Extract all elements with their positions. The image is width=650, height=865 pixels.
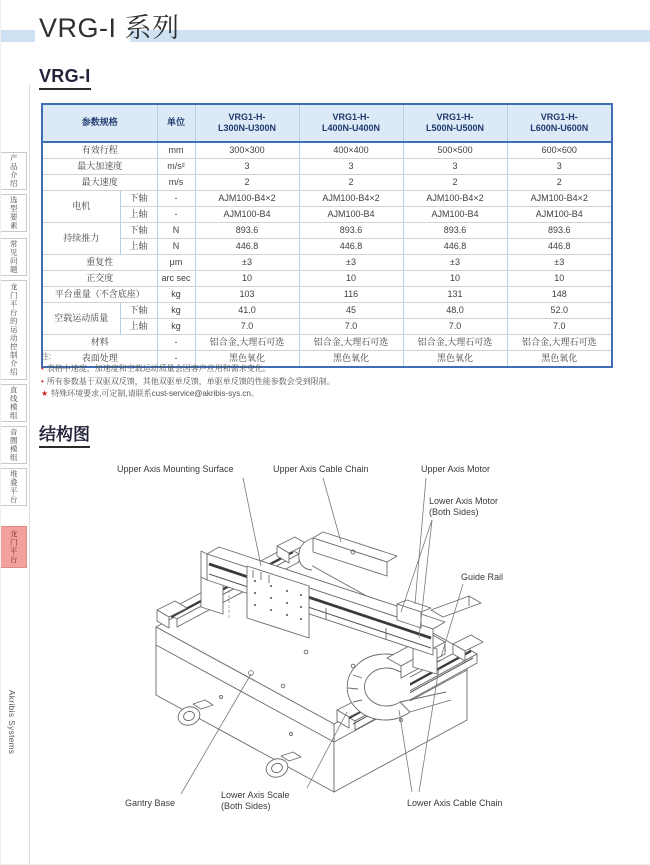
label-gantry-base: Gantry Base: [125, 798, 176, 808]
model-line1: VRG1-H-: [436, 111, 474, 122]
spec-value: 2: [507, 175, 612, 191]
spec-unit: kg: [157, 287, 195, 303]
spec-value: 148: [507, 287, 612, 303]
table-notes: [41, 351, 335, 401]
spec-value: 446.8: [403, 239, 507, 255]
label-upper-axis-motor: Upper Axis Motor: [421, 464, 491, 474]
spec-value: ±3: [403, 255, 507, 271]
sidebar-tab-label: 龙门平台的运动控制介绍: [9, 283, 19, 377]
spec-label: 最大加速度: [42, 159, 157, 175]
spec-label: 电机: [42, 191, 120, 223]
sidebar-tab-stacked-stage[interactable]: [0, 468, 27, 506]
spec-value: 3: [507, 159, 612, 175]
sidebar-tab-faq[interactable]: [0, 238, 27, 276]
spec-sublabel: 上轴: [120, 319, 157, 335]
spec-label: 重复性: [42, 255, 157, 271]
spec-value: ±3: [195, 255, 299, 271]
spec-unit: -: [157, 191, 195, 207]
spec-unit: kg: [157, 303, 195, 319]
spec-label: 最大速度: [42, 175, 157, 191]
spec-value: 446.8: [195, 239, 299, 255]
spec-unit: m/s: [157, 175, 195, 191]
spec-value: AJM100-B4: [195, 207, 299, 223]
sidebar-tab-label: 龙门平台: [9, 530, 19, 564]
spec-value: 黑色氧化: [299, 351, 403, 368]
table-row: [42, 319, 612, 335]
sidebar-tab-label: 产品介绍: [9, 154, 19, 188]
spec-value: ±3: [507, 255, 612, 271]
spec-value: 铝合金,大理石可选: [403, 335, 507, 351]
model-line1: VRG1-H-: [332, 111, 370, 122]
spec-value: 黑色氧化: [507, 351, 612, 368]
header-model: [403, 104, 507, 142]
table-row: [42, 191, 612, 207]
spec-value: 铝合金,大理石可选: [507, 335, 612, 351]
label-guide-rail: Guide Rail: [461, 572, 504, 582]
spec-label: 平台重量（不含底座）: [42, 287, 157, 303]
spec-label: 表面处理: [42, 351, 157, 368]
sidebar-tab-product-intro[interactable]: [0, 152, 27, 190]
header-model: [195, 104, 299, 142]
spec-unit: kg: [157, 319, 195, 335]
model-line1: VRG1-H-: [540, 111, 578, 122]
spec-value: 黑色氧化: [403, 351, 507, 368]
spec-value: 10: [195, 271, 299, 287]
sidebar-tab-label: 选型要素: [9, 196, 19, 230]
sidebar-tab-label: 常见问题: [9, 240, 19, 274]
note-line: [41, 376, 335, 388]
spec-value: 446.8: [299, 239, 403, 255]
spec-label: 空载运动质量: [42, 303, 120, 335]
table-row: [42, 223, 612, 239]
model-line2: L500N-U500N: [426, 123, 485, 133]
sidebar-tab-linear-module[interactable]: [0, 384, 27, 422]
spec-value: AJM100-B4×2: [299, 191, 403, 207]
spec-value: 3: [195, 159, 299, 175]
spec-sublabel: 下轴: [120, 223, 157, 239]
spec-unit: N: [157, 239, 195, 255]
spec-value: AJM100-B4×2: [507, 191, 612, 207]
header-unit: 单位: [157, 104, 195, 142]
title-accent-bar-right: [130, 30, 650, 42]
spec-value: 131: [403, 287, 507, 303]
sidebar-tab-label: 堆叠平台: [9, 470, 19, 504]
spec-value: 116: [299, 287, 403, 303]
note-line: [41, 388, 335, 400]
label-line: (Both Sides): [221, 801, 271, 812]
note-bullet-icon: •: [41, 376, 44, 386]
notes-title: 注:: [41, 352, 52, 361]
label-line: (Both Sides): [429, 507, 479, 518]
note-star-icon: ★: [41, 389, 49, 399]
spec-value: 52.0: [507, 303, 612, 319]
model-line2: L300N-U300N: [218, 123, 277, 133]
model-line1: VRG1-H-: [228, 111, 266, 122]
spec-value: AJM100-B4×2: [195, 191, 299, 207]
spec-sublabel: 下轴: [120, 303, 157, 319]
sidebar-tab-gantry-stage[interactable]: [0, 526, 27, 568]
spec-value: 400×400: [299, 142, 403, 159]
spec-value: AJM100-B4: [299, 207, 403, 223]
sidebar-tab-motion-control[interactable]: [0, 280, 27, 380]
spec-label: 有效行程: [42, 142, 157, 159]
spec-value: 300×300: [195, 142, 299, 159]
spec-value: 500×500: [403, 142, 507, 159]
header-model: [507, 104, 612, 142]
header-model: [299, 104, 403, 142]
spec-value: 2: [299, 175, 403, 191]
spec-value: 893.6: [403, 223, 507, 239]
brand-vertical-text: Akribis Systems: [7, 690, 16, 755]
spec-value: ±3: [299, 255, 403, 271]
spec-unit: -: [157, 335, 195, 351]
table-row: [42, 335, 612, 351]
spec-value: 铝合金,大理石可选: [299, 335, 403, 351]
spec-value: 10: [507, 271, 612, 287]
note-text: 所有参数基于双驱双反馈，其他双驱单反馈，单驱单反馈的性能参数会受到限制。: [46, 376, 335, 386]
spec-unit: mm: [157, 142, 195, 159]
specs-section-heading: VRG-I: [39, 66, 91, 90]
table-row: [42, 255, 612, 271]
spec-value: 48.0: [403, 303, 507, 319]
sidebar-tab-voice-coil[interactable]: [0, 426, 27, 464]
spec-value: 2: [403, 175, 507, 191]
spec-unit: m/s²: [157, 159, 195, 175]
spec-value: AJM100-B4×2: [403, 191, 507, 207]
note-text: 特殊环境要求,可定制,请联系cust-service@akribis-sys.cn。: [51, 389, 259, 399]
spec-value: 3: [299, 159, 403, 175]
spec-value: 45: [299, 303, 403, 319]
spec-value: AJM100-B4: [403, 207, 507, 223]
header-param: 参数规格: [42, 104, 157, 142]
table-row: [42, 271, 612, 287]
spec-value: AJM100-B4: [507, 207, 612, 223]
spec-value: 893.6: [195, 223, 299, 239]
table-row: [42, 175, 612, 191]
spec-value: 446.8: [507, 239, 612, 255]
spec-label: 材料: [42, 335, 157, 351]
gantry-isometric-drawing: [101, 462, 613, 860]
page-title: VRG-I 系列: [39, 13, 180, 43]
sidebar-tab-label: 直线模组: [9, 386, 19, 420]
spec-label: 正交度: [42, 271, 157, 287]
sidebar-tab-selection[interactable]: [0, 194, 27, 232]
table-row: [42, 287, 612, 303]
label-lower-axis-cable-chain: Lower Axis Cable Chain: [407, 798, 503, 808]
table-row: [42, 207, 612, 223]
spec-sublabel: 下轴: [120, 191, 157, 207]
sidebar-tab-label: 音圈模组: [9, 428, 19, 462]
structure-diagram: [101, 462, 613, 860]
spec-value: 7.0: [403, 319, 507, 335]
spec-unit: N: [157, 223, 195, 239]
table-header-row: [42, 104, 612, 142]
title-accent-bar-left: [1, 30, 35, 42]
label-line: Lower Axis Scale: [221, 790, 290, 800]
label-line: Lower Axis Motor: [429, 496, 499, 506]
spec-value: 893.6: [299, 223, 403, 239]
label-lower-axis-scale: [221, 790, 290, 813]
spec-value: 103: [195, 287, 299, 303]
spec-value: 铝合金,大理石可选: [195, 335, 299, 351]
spec-label: 持续推力: [42, 223, 120, 255]
spec-unit: μm: [157, 255, 195, 271]
label-upper-axis-mounting-surface: Upper Axis Mounting Surface: [117, 464, 234, 474]
spec-value: 600×600: [507, 142, 612, 159]
model-line2: L400N-U400N: [322, 123, 381, 133]
spec-value: 7.0: [299, 319, 403, 335]
table-row: [42, 159, 612, 175]
note-line: [41, 363, 335, 375]
spec-table: [41, 103, 613, 368]
spec-value: 3: [403, 159, 507, 175]
spec-value: 7.0: [195, 319, 299, 335]
spec-sublabel: 上轴: [120, 239, 157, 255]
spec-unit: -: [157, 351, 195, 368]
note-bullet-icon: •: [41, 364, 44, 374]
spec-unit: arc sec: [157, 271, 195, 287]
table-row: [42, 142, 612, 159]
spec-value: 893.6: [507, 223, 612, 239]
table-row: [42, 239, 612, 255]
label-lower-axis-motor: [429, 496, 498, 519]
spec-value: 7.0: [507, 319, 612, 335]
spec-sublabel: 上轴: [120, 207, 157, 223]
spec-value: 2: [195, 175, 299, 191]
model-line2: L600N-U600N: [530, 123, 589, 133]
spec-value: 黑色氧化: [195, 351, 299, 368]
structure-section-heading: 结构图: [39, 420, 90, 448]
spec-value: 10: [299, 271, 403, 287]
spec-value: 10: [403, 271, 507, 287]
label-upper-axis-cable-chain: Upper Axis Cable Chain: [273, 464, 369, 474]
spec-unit: -: [157, 207, 195, 223]
table-row: [42, 303, 612, 319]
spec-value: 41.0: [195, 303, 299, 319]
note-text: 表格中速度，加速度和空载运动质量会因客户应用和需求变化。: [46, 364, 271, 374]
